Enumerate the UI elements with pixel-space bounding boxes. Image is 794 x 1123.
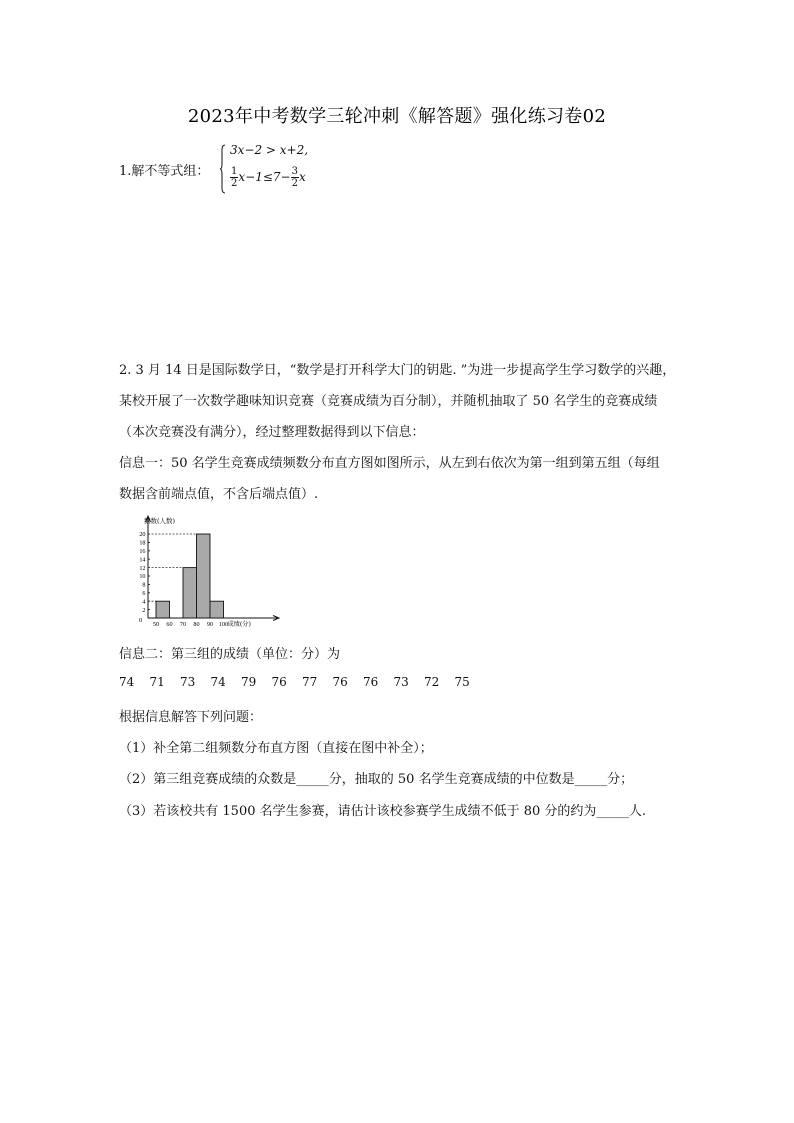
y-tick-label: 10 <box>139 573 146 581</box>
y-tick-label: 6 <box>142 590 146 597</box>
inequality-2: $\frac{1}{2}$ x−1≤7− $\frac{3}{2}$ x <box>231 166 306 189</box>
score: 73 <box>180 675 196 689</box>
score: 71 <box>149 675 165 689</box>
x-tick-label: 60 <box>166 621 173 628</box>
score: 75 <box>454 675 470 689</box>
score: 76 <box>271 675 287 689</box>
x-tick-label: 70 <box>179 621 187 628</box>
y-tick-label: 20 <box>139 531 146 539</box>
fraction-three-halves: $\frac{3}{2}$ <box>291 166 298 189</box>
score: 76 <box>332 675 348 689</box>
histogram-bar <box>210 601 224 618</box>
score: 79 <box>241 675 257 689</box>
y-tick-label: 16 <box>139 548 146 555</box>
y-tick-label: 2 <box>142 606 146 614</box>
score: 77 <box>302 675 318 689</box>
origin-label: 0 <box>139 617 143 624</box>
q2-line-3: （本次竞赛没有满分），经过整理数据得到以下信息： <box>119 425 425 440</box>
y-tick-label: 12 <box>139 564 146 572</box>
score: 76 <box>363 675 379 689</box>
q2-line-1: 2. 3 月 14 日是国际数学日，“数学是打开科学大门的钥匙. ”为进一步提高学生学习数学的兴趣， <box>119 363 676 378</box>
prompt: 根据信息解答下列问题： <box>119 710 263 725</box>
q2-line-4: 信息一：50 名学生竞赛成绩频数分布直方图如图所示，从左到右依次为第一组到第五组（每组 <box>119 456 660 471</box>
histogram-bar <box>197 534 211 618</box>
q1-label: 1.解不等式组： <box>119 164 210 179</box>
score: 74 <box>210 675 226 689</box>
y-tick-label: 14 <box>139 556 146 564</box>
score: 72 <box>424 675 440 689</box>
page-title: 2023年中考数学三轮冲刺《解答题》强化练习卷02 <box>187 106 607 127</box>
y-tick-label: 8 <box>142 581 146 589</box>
histogram-chart <box>119 514 289 630</box>
info-2-label: 信息二：第三组的成绩（单位：分）为 <box>119 647 341 662</box>
x-tick-label: 100 <box>218 621 229 628</box>
sub-question-2: （2）第三组竞赛成绩的众数是_____分，抽取的 50 名学生竞赛成绩的中位数是_____分； <box>119 772 634 787</box>
fraction-one-half: $\frac{1}{2}$ <box>231 166 238 189</box>
inequality-1: 3x−2 > x+2, <box>230 143 309 157</box>
inequality-system <box>220 142 330 196</box>
x-tick-label: 90 <box>206 621 214 628</box>
histogram-bar <box>156 601 170 618</box>
x-axis-label: 成绩(分) <box>227 621 251 628</box>
sub-question-1: （1）补全第二组频数分布直方图（直接在图中补全）； <box>119 741 433 756</box>
x-tick-label: 50 <box>152 621 160 628</box>
y-axis-label: 频数(人数) <box>144 517 176 525</box>
score-list <box>119 675 485 689</box>
left-brace-icon <box>220 144 226 194</box>
y-tick-label: 4 <box>142 598 146 606</box>
score: 73 <box>393 675 409 689</box>
q2-line-2: 某校开展了一次数学趣味知识竞赛（竞赛成绩为百分制），并随机抽取了 50 名学生的竞赛成绩 <box>119 394 658 409</box>
score: 74 <box>119 675 135 689</box>
q2-line-5: 数据含前端点值，不含后端点值）. <box>119 487 319 502</box>
sub-question-3: （3）若该校共有 1500 名学生参赛，请估计该校参赛学生成绩不低于 80 分的约为_____人. <box>119 804 647 819</box>
y-tick-label: 18 <box>139 539 146 547</box>
x-tick-label: 80 <box>193 621 200 628</box>
histogram-bar <box>183 568 197 618</box>
